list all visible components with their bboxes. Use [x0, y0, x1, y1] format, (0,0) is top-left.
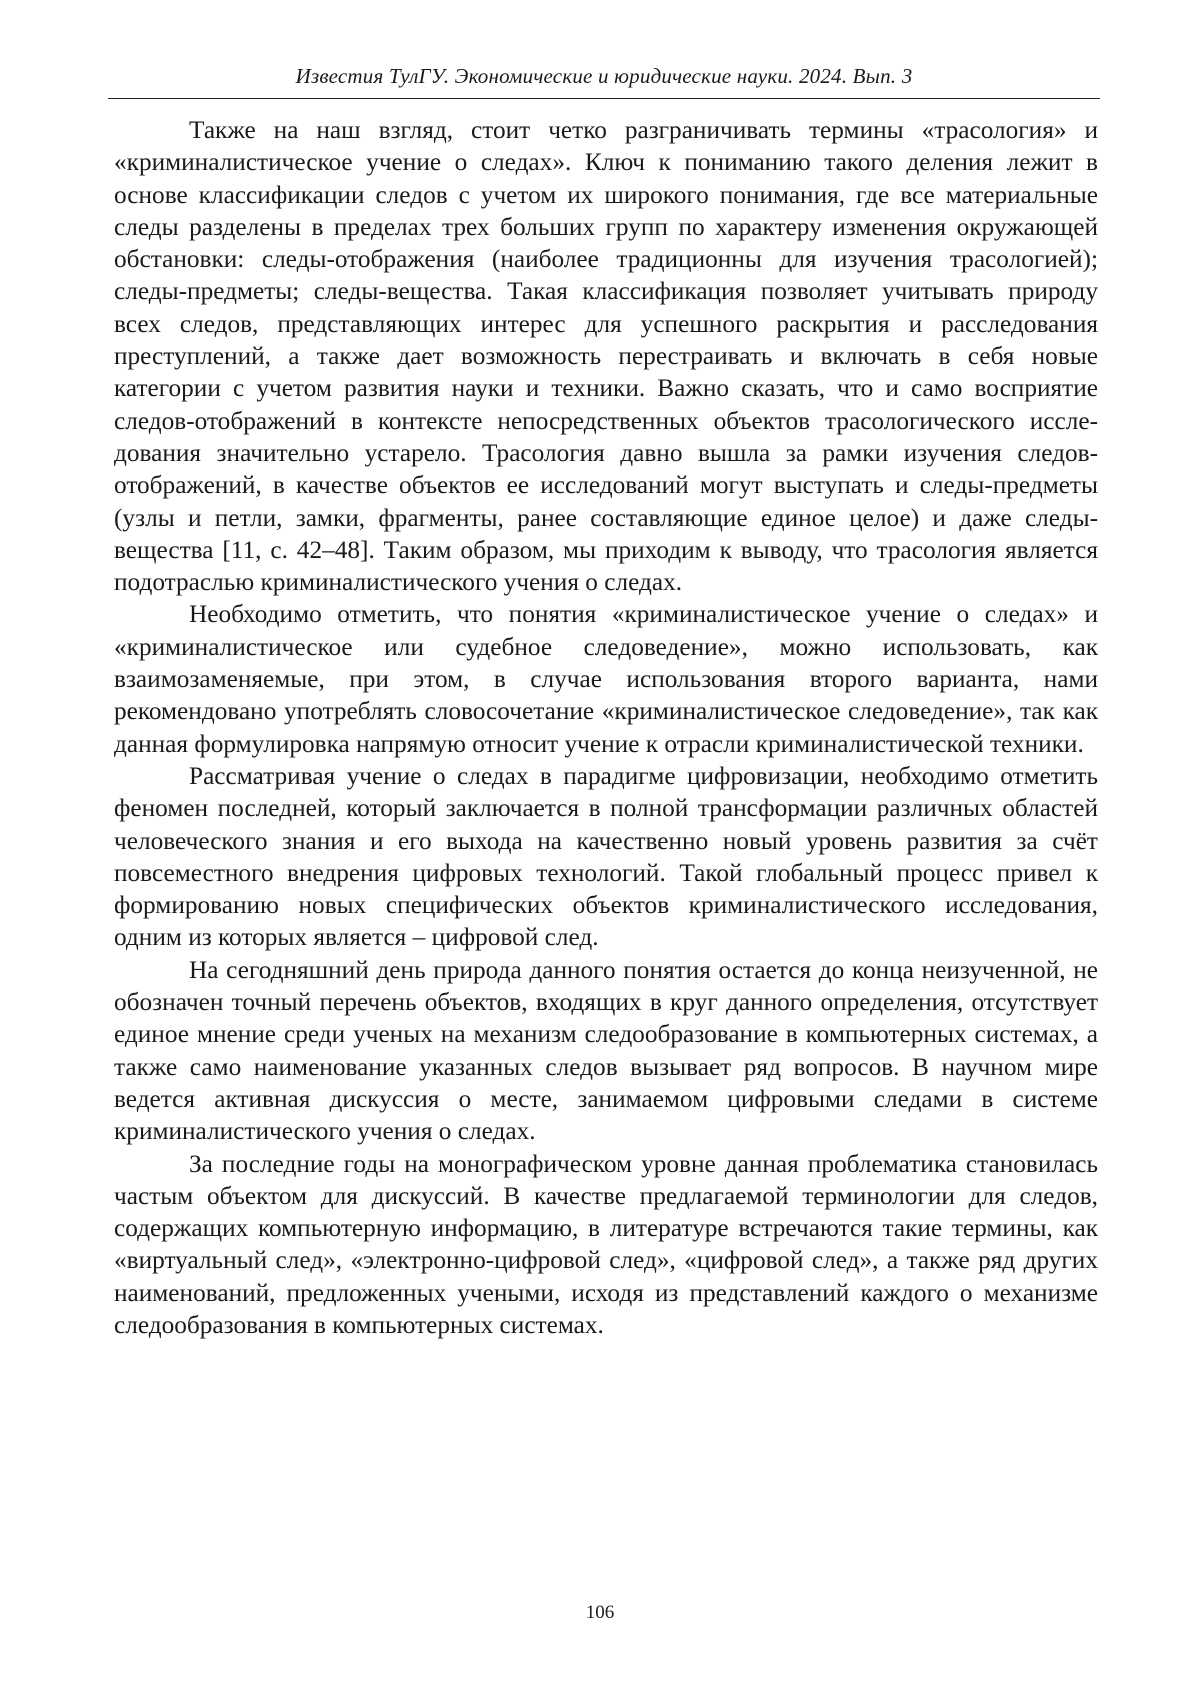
- paragraph: Рассматривая учение о следах в парадигме цифровизации, необходимо отметить феномен последней, который заключается в полной трансформации различных областей человеческого знания и его выхода на качественно новый уровень развития за счёт повсеместного внедрения цифровых технологий. Такой глобальный процесс привел к формированию новых специфических объектов криминалистического исследования, одним из которых является – цифровой след.: [114, 761, 1098, 952]
- article-body: [114, 114, 1098, 1341]
- header-rule: [108, 98, 1100, 99]
- paragraph: За последние годы на монографическом уровне данная проблематика становилась частым объектом для дискуссий. В качестве предлагаемой терминологии для следов, содержащих компьютерную информацию, в литературе встречаются такие термины, как «виртуальный след», «электронно-цифровой след», «цифровой след», а также ряд других наименований, предложенных учеными, исходя из представлений каждого о механизме следообразования в компьютерных системах.: [114, 1149, 1098, 1339]
- paragraph: На сегодняшний день природа данного понятия остается до конца неизученной, не обозначен точный перечень объектов, входящих в круг данного определения, отсутствует единое мнение среди ученых на механизм следообразование в компьютерных системах, а также само наименование указанных следов вызывает ряд вопросов. В научном мире ведется активная дискуссия о месте, занимаемом цифровыми следами в системе криминалистического учения о следах.: [114, 955, 1098, 1146]
- paragraph: Также на наш взгляд, стоит четко разграничивать термины «трасология» и «криминалистическое учение о следах». Ключ к пониманию такого деления лежит в основе классификации следов с учетом их широкого понимания, где все материальные следы разделены в пределах трех больших групп по характеру изменения окружающей обстановки: следы-отображения (наиболее традиционны для изучения трасологией); следы-предметы; следы-вещества. Такая классификация позволяет учитывать природу всех следов, представляющих интерес для успешного раскрытия и расследования преступлений, а также дает возможность перестраивать и включать в себя новые категории с учетом развития науки и техники. Важно сказать, что и само восприятие следов-отображений в контексте непосредственных объектов трасологического исследования значительно устарело. Трасология давно вышла за рамки изучения следов-отображений, в качестве объектов ее исследований могут выступать и следы-предметы (узлы и петли, замки, фрагменты, ранее составляющие единое целое) и даже следы-вещества [11, с. 42–48]. Таким образом, мы приходим к выводу, что трасология является подотраслью криминалистического учения о следах.: [114, 116, 1098, 597]
- running-header: Известия ТулГУ. Экономические и юридические науки. 2024. Вып. 3: [295, 64, 913, 88]
- page-number: 106: [585, 1602, 615, 1623]
- paragraph: Необходимо отметить, что понятия «криминалистическое учение о следах» и «криминалистическое или судебное следоведение», можно использовать, как взаимозаменяемые, при этом, в случае использования второго варианта, нами рекомендовано употреблять словосочетание «криминалистическое следоведение», так как данная формулировка напрямую относит учение к отрасли криминалистической техники.: [114, 600, 1098, 758]
